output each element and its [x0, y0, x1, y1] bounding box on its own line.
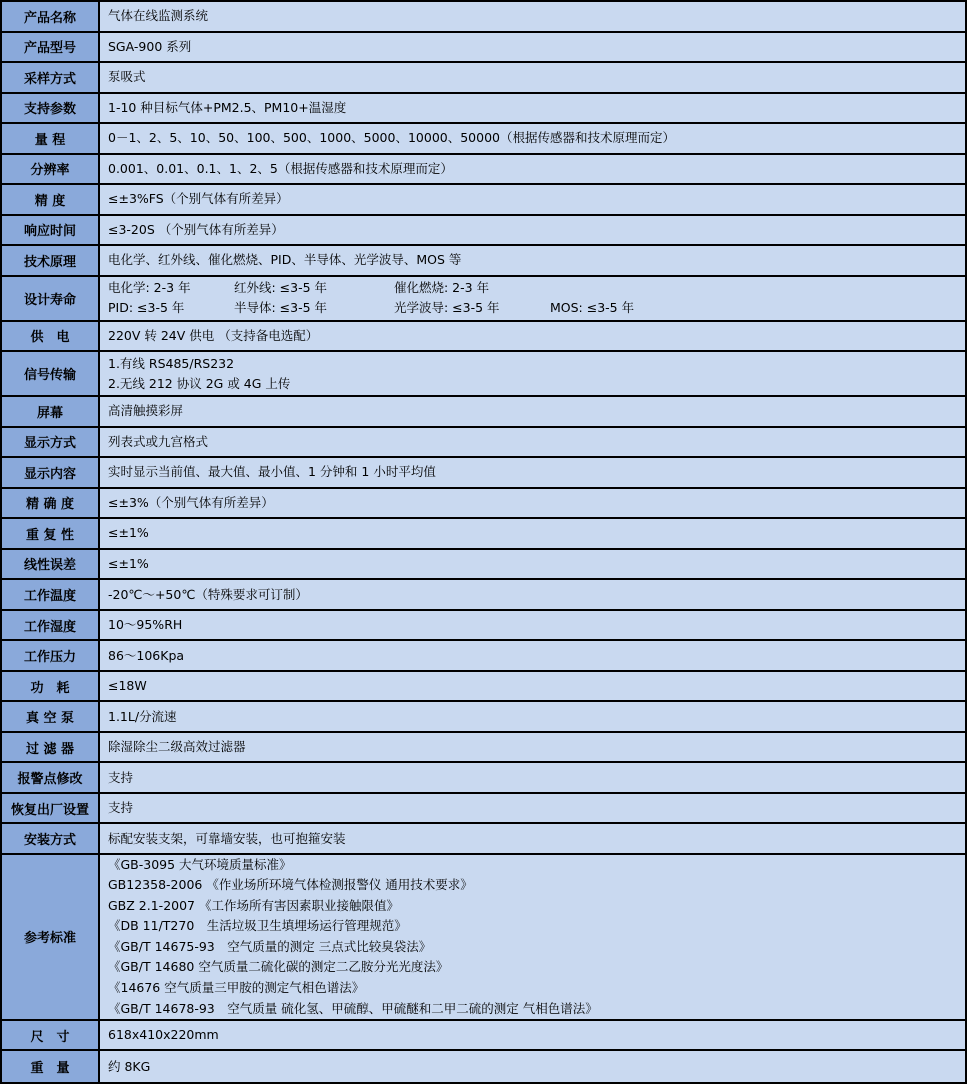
spec-value-text: 1.1L/分流速: [108, 708, 177, 724]
spec-value-filter: [100, 733, 965, 762]
spec-row-sampling-method: [2, 63, 965, 94]
spec-value-operating-pressure: [100, 641, 965, 670]
spec-value-signal-transmission: [100, 352, 965, 395]
spec-label-screen: 屏幕: [2, 397, 100, 426]
spec-value-product-name: [100, 2, 965, 31]
spec-value-resolution: [100, 155, 965, 184]
spec-value-precision: [100, 489, 965, 518]
spec-label-precision: 精 确 度: [2, 489, 100, 518]
spec-value-line: 1.有线 RS485/RS232: [108, 355, 235, 371]
spec-label-display-content: 显示内容: [2, 458, 100, 487]
spec-label-accuracy: 精 度: [2, 185, 100, 214]
spec-label-response-time: 响应时间: [2, 216, 100, 245]
spec-label-weight: 重 量: [2, 1051, 100, 1081]
spec-value-line: 《GB/T 14678-93 空气质量 硫化氢、甲硫醇、甲硫醚和二甲二硫的测定 气相色谱法》: [108, 1000, 598, 1016]
spec-value-screen: [100, 397, 965, 426]
spec-value-text: 约 8KG: [108, 1058, 151, 1074]
spec-value-line: 《14676 空气质量三甲胺的测定气相色谱法》: [108, 980, 365, 996]
spec-value-grid-line: [108, 278, 957, 298]
spec-label-dimensions: 尺 寸: [2, 1021, 100, 1050]
spec-value-text: ≤18W: [108, 678, 147, 694]
spec-value-sampling-method: [100, 63, 965, 92]
spec-label-linearity-error: 线性误差: [2, 550, 100, 579]
spec-value-text: 1-10 种目标气体+PM2.5、PM10+温湿度: [108, 99, 347, 115]
spec-row-resolution: [2, 155, 965, 186]
spec-row-signal-transmission: [2, 352, 965, 397]
spec-value-line: GB12358-2006 《作业场所环境气体检测报警仪 通用技术要求》: [108, 877, 473, 893]
spec-row-operating-temperature: [2, 580, 965, 611]
spec-value-text: 86～106Kpa: [108, 647, 185, 663]
spec-value-design-life: [100, 277, 965, 320]
spec-row-screen: [2, 397, 965, 428]
spec-label-operating-humidity: 工作湿度: [2, 611, 100, 640]
spec-label-sampling-method: 采样方式: [2, 63, 100, 92]
spec-value-line: GBZ 2.1-2007 《工作场所有害因素职业接触限值》: [108, 897, 399, 913]
spec-value-alarm-point-modify: [100, 763, 965, 792]
spec-value-technology: [100, 246, 965, 275]
spec-value-factory-reset: [100, 794, 965, 823]
spec-value-installation: [100, 824, 965, 853]
spec-value-text: 220V 转 24V 供电 （支持备电选配）: [108, 327, 319, 343]
spec-value-text: 除湿除尘二级高效过滤器: [108, 739, 246, 755]
spec-value-cell: 催化燃烧: 2-3 年: [394, 280, 490, 296]
spec-value-text: 气体在线监测系统: [108, 8, 209, 24]
spec-row-dimensions: [2, 1021, 965, 1052]
spec-value-text: ≤±3%FS（个别气体有所差异）: [108, 191, 289, 207]
spec-value-text: ≤±1%: [108, 555, 149, 571]
spec-label-installation: 安装方式: [2, 824, 100, 853]
spec-value-cell: 光学波导: ≤3-5 年: [394, 300, 500, 316]
spec-row-supported-params: [2, 94, 965, 125]
spec-label-power-supply: 供 电: [2, 322, 100, 351]
spec-value-text: ≤±1%: [108, 525, 149, 541]
spec-value-line: 《GB-3095 大气环境质量标准》: [108, 856, 292, 872]
spec-row-filter: [2, 733, 965, 764]
spec-value-power-consumption: [100, 672, 965, 701]
spec-value-text: SGA-900 系列: [108, 38, 192, 54]
spec-label-factory-reset: 恢复出厂设置: [2, 794, 100, 823]
spec-row-reference-standards: [2, 855, 965, 1021]
spec-row-range: [2, 124, 965, 155]
spec-value-text: 实时显示当前值、最大值、最小值、1 分钟和 1 小时平均值: [108, 464, 436, 480]
spec-row-operating-humidity: [2, 611, 965, 642]
spec-value-text: 0－1、2、5、10、50、100、500、1000、5000、10000、50000（根据传感器和技术原理而定）: [108, 130, 675, 146]
spec-value-accuracy: [100, 185, 965, 214]
spec-value-text: 高清触摸彩屏: [108, 403, 184, 419]
spec-value-power-supply: [100, 322, 965, 351]
spec-value-response-time: [100, 216, 965, 245]
spec-value-display-mode: [100, 428, 965, 457]
spec-row-alarm-point-modify: [2, 763, 965, 794]
spec-value-line: 《GB/T 14675-93 空气质量的测定 三点式比较臭袋法》: [108, 938, 432, 954]
spec-value-text: 支持: [108, 800, 134, 816]
spec-value-product-model: [100, 33, 965, 62]
spec-value-dimensions: [100, 1021, 965, 1050]
spec-row-factory-reset: [2, 794, 965, 825]
spec-value-cell: 红外线: ≤3-5 年: [234, 280, 328, 296]
spec-row-display-mode: [2, 428, 965, 459]
spec-label-alarm-point-modify: 报警点修改: [2, 763, 100, 792]
spec-label-range: 量 程: [2, 124, 100, 153]
spec-label-resolution: 分辨率: [2, 155, 100, 184]
spec-value-text: 列表式或九宫格式: [108, 433, 209, 449]
spec-row-operating-pressure: [2, 641, 965, 672]
spec-value-text: 10～95%RH: [108, 617, 183, 633]
spec-value-text: 0.001、0.01、0.1、1、2、5（根据传感器和技术原理而定）: [108, 160, 453, 176]
spec-label-product-model: 产品型号: [2, 33, 100, 62]
spec-value-vacuum-pump: [100, 702, 965, 731]
spec-label-operating-temperature: 工作温度: [2, 580, 100, 609]
spec-value-cell: 半导体: ≤3-5 年: [234, 300, 328, 316]
spec-row-display-content: [2, 458, 965, 489]
spec-value-reference-standards: [100, 855, 965, 1019]
spec-label-display-mode: 显示方式: [2, 428, 100, 457]
spec-value-operating-temperature: [100, 580, 965, 609]
spec-row-design-life: [2, 277, 965, 322]
spec-value-text: ≤3-20S （个别气体有所差异）: [108, 221, 284, 237]
spec-row-weight: [2, 1051, 965, 1081]
spec-value-cell: 电化学: 2-3 年: [108, 280, 191, 296]
spec-value-text: ≤±3%（个别气体有所差异）: [108, 494, 274, 510]
spec-value-display-content: [100, 458, 965, 487]
spec-value-line: 2.无线 212 协议 2G 或 4G 上传: [108, 375, 291, 391]
spec-value-grid-line: [108, 298, 957, 318]
spec-value-line: 《GB/T 14680 空气质量二硫化碳的测定二乙胺分光光度法》: [108, 959, 449, 975]
spec-row-installation: [2, 824, 965, 855]
spec-value-text: 支持: [108, 769, 134, 785]
spec-value-repeatability: [100, 519, 965, 548]
spec-label-filter: 过 滤 器: [2, 733, 100, 762]
spec-row-repeatability: [2, 519, 965, 550]
spec-value-cell: MOS: ≤3-5 年: [550, 300, 635, 316]
spec-row-vacuum-pump: [2, 702, 965, 733]
spec-row-power-consumption: [2, 672, 965, 703]
spec-row-precision: [2, 489, 965, 520]
spec-row-linearity-error: [2, 550, 965, 581]
spec-value-text: -20℃～+50℃（特殊要求可订制）: [108, 586, 308, 602]
spec-label-technology: 技术原理: [2, 246, 100, 275]
spec-value-operating-humidity: [100, 611, 965, 640]
spec-row-product-name: [2, 2, 965, 33]
spec-label-supported-params: 支持参数: [2, 94, 100, 123]
spec-value-text: 标配安装支架，可靠墙安装，也可抱箍安装: [108, 830, 346, 846]
spec-value-weight: [100, 1051, 965, 1081]
spec-value-text: 618x410x220mm: [108, 1027, 219, 1043]
spec-value-cell: PID: ≤3-5 年: [108, 300, 185, 316]
spec-value-text: 电化学、红外线、催化燃烧、PID、半导体、光学波导、MOS 等: [108, 252, 462, 268]
spec-label-product-name: 产品名称: [2, 2, 100, 31]
spec-value-line: 《DB 11/T270 生活垃圾卫生填埋场运行管理规范》: [108, 918, 407, 934]
spec-row-technology: [2, 246, 965, 277]
spec-value-linearity-error: [100, 550, 965, 579]
spec-row-accuracy: [2, 185, 965, 216]
spec-value-supported-params: [100, 94, 965, 123]
spec-label-reference-standards: 参考标准: [2, 855, 100, 1019]
spec-row-response-time: [2, 216, 965, 247]
spec-label-power-consumption: 功 耗: [2, 672, 100, 701]
spec-row-power-supply: [2, 322, 965, 353]
spec-label-repeatability: 重 复 性: [2, 519, 100, 548]
spec-label-design-life: 设计寿命: [2, 277, 100, 320]
spec-label-vacuum-pump: 真 空 泵: [2, 702, 100, 731]
spec-value-text: 泵吸式: [108, 69, 146, 85]
spec-value-range: [100, 124, 965, 153]
spec-label-signal-transmission: 信号传输: [2, 352, 100, 395]
spec-label-operating-pressure: 工作压力: [2, 641, 100, 670]
spec-row-product-model: [2, 33, 965, 64]
